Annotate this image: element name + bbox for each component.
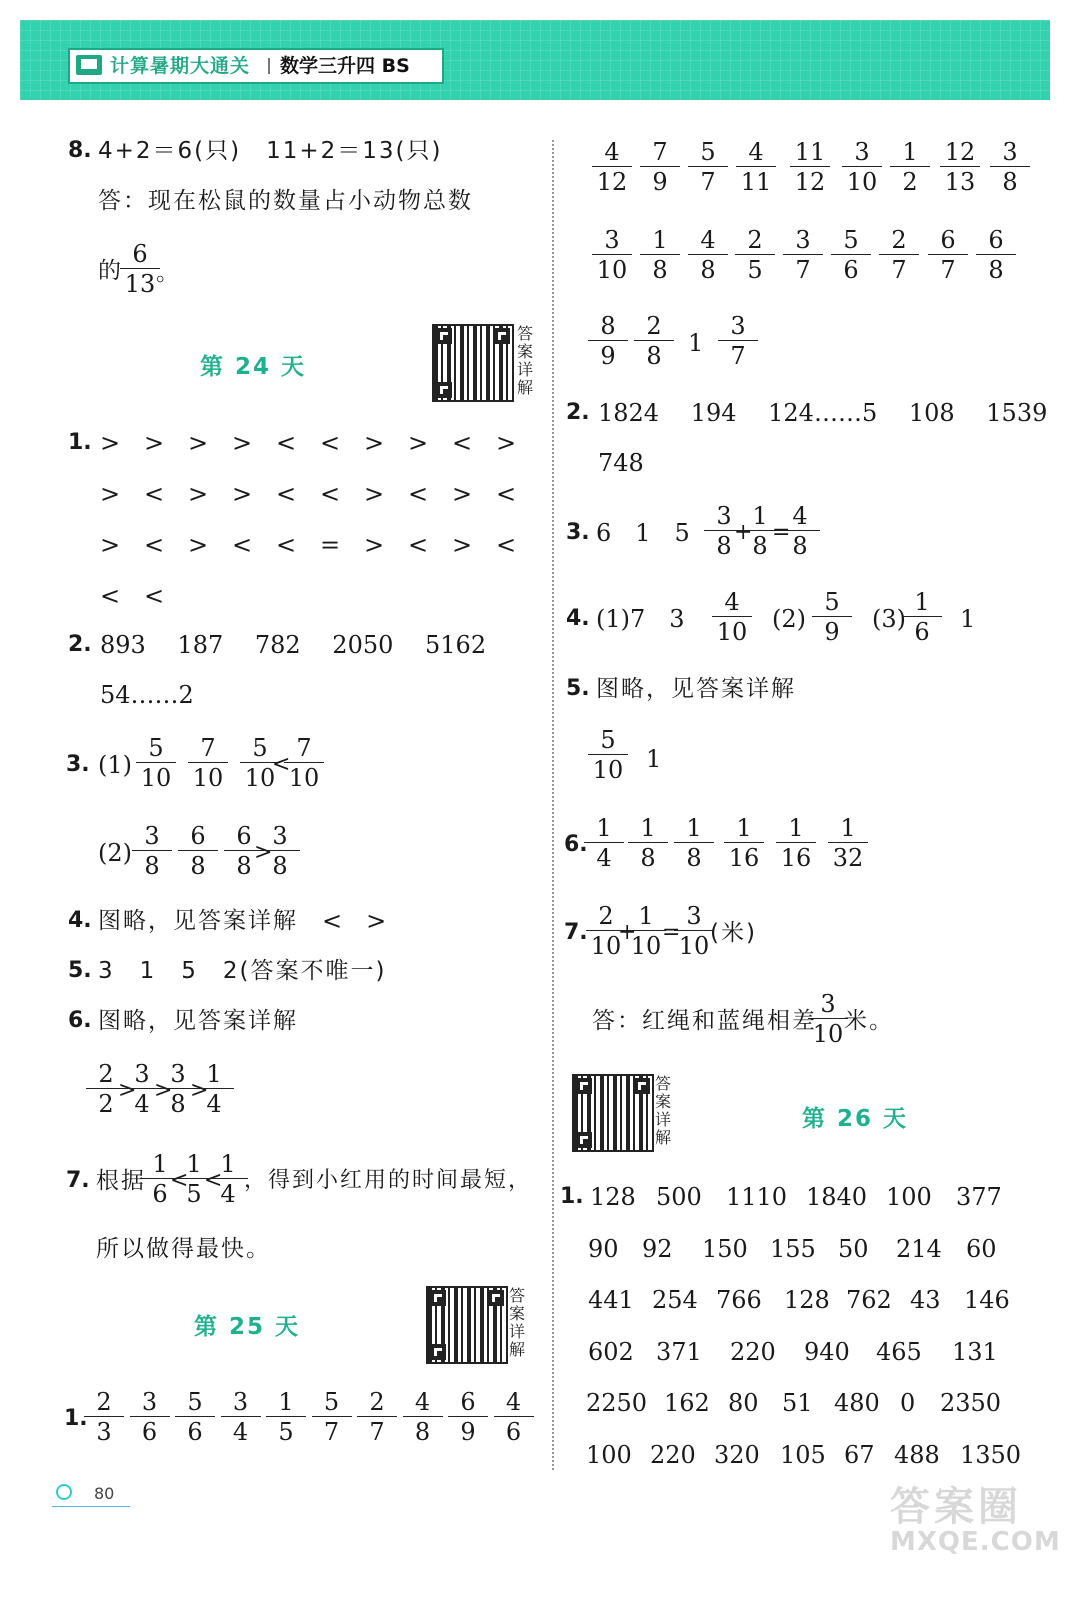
question-number: 3. — [66, 752, 90, 777]
book-icon — [76, 55, 102, 75]
answer-number: 488 — [894, 1440, 940, 1469]
d25-q5-text: 图略，见答案详解 — [596, 676, 796, 702]
fraction: 2 2 — [86, 1060, 126, 1117]
d24-q4-symbols: < > — [322, 907, 387, 935]
answer-number: 2250 — [586, 1389, 648, 1417]
compare-symbol: > — [232, 480, 253, 508]
answer-number: 155 — [770, 1234, 816, 1263]
compare-symbol: > — [452, 531, 473, 559]
fraction: 5 7 — [312, 1388, 352, 1445]
subject-title: 数学三升四 BS — [280, 55, 410, 77]
d25-q4-part3-label: (3) — [872, 605, 906, 633]
plus-sign: + — [734, 520, 753, 545]
question-number: 1. — [64, 1406, 88, 1431]
q8-answer-cont: 的 — [98, 258, 123, 284]
compare-symbol: > — [154, 1078, 173, 1103]
compare-symbol: < — [100, 582, 121, 610]
fraction: 1 5 — [266, 1388, 306, 1445]
answer-number: 1350 — [960, 1440, 1022, 1469]
fraction: 3 8 — [704, 502, 744, 559]
fraction: 5 10 — [136, 734, 176, 791]
compare-symbol: < — [408, 480, 429, 508]
d24-q7-post: ，得到小红用的时间最短， — [244, 1168, 533, 1193]
compare-symbol: > — [496, 429, 517, 457]
fraction: 1 6 — [902, 588, 942, 645]
compare-symbol: < — [276, 480, 297, 508]
d25-q4-part1: (1)7 3 — [596, 605, 685, 633]
answer-number: 146 — [964, 1286, 1010, 1314]
compare-symbol: > — [100, 429, 121, 457]
answer-number: 128 — [590, 1183, 636, 1211]
fraction: 6 7 — [928, 226, 968, 283]
answer-number: 92 — [642, 1234, 673, 1263]
fraction: 4 8 — [780, 502, 820, 559]
column-divider — [552, 140, 554, 1470]
d25-q7-answer-end: 米。 — [844, 1008, 894, 1034]
fraction: 7 10 — [188, 734, 228, 791]
d25-q7-answer: 答：红绳和蓝绳相差 — [592, 1008, 817, 1034]
fraction: 1 10 — [626, 902, 666, 959]
fraction: 5 6 — [175, 1388, 215, 1445]
d25-q7-unit: (米) — [710, 920, 757, 946]
compare-symbol: > — [364, 480, 385, 508]
fraction: 1 4 — [584, 814, 624, 871]
fraction: 2 5 — [735, 226, 775, 283]
fraction: 1 2 — [890, 138, 930, 195]
day-26-title: 第 26 天 — [802, 1106, 909, 1132]
compare-symbol: < — [276, 429, 297, 457]
fraction: 5 10 — [240, 734, 280, 791]
answer-number: 762 — [846, 1286, 892, 1314]
d25-q2-line1: 1824 194 124……5 108 1539 — [598, 399, 1048, 427]
compare-symbol: < — [144, 480, 165, 508]
compare-symbol: > — [118, 1078, 137, 1103]
question-number: 7. — [66, 1168, 90, 1193]
fraction: 1 8 — [674, 814, 714, 871]
answer-number: 2350 — [940, 1389, 1002, 1417]
d25-q2-line2: 748 — [598, 449, 644, 477]
title-separator — [268, 58, 270, 74]
d24-q3-part2-label: (2) — [98, 839, 132, 867]
fraction: 1 16 — [724, 814, 764, 871]
compare-symbol: > — [364, 429, 385, 457]
answer-number: 162 — [664, 1389, 710, 1417]
answer-number: 100 — [886, 1183, 932, 1211]
fraction: 3 6 — [130, 1388, 170, 1445]
compare-symbol: > — [408, 429, 429, 457]
answer-number: 100 — [586, 1440, 632, 1469]
fraction: 3 4 — [221, 1388, 261, 1445]
integer-value: 1 — [646, 745, 662, 773]
compare-symbol: < — [204, 1168, 223, 1193]
answer-number: 131 — [952, 1337, 998, 1366]
fraction: 6 9 — [448, 1388, 488, 1445]
compare-symbol: > — [188, 531, 209, 559]
fraction: 3 8 — [158, 1060, 198, 1117]
fraction: 1 4 — [208, 1150, 248, 1207]
question-number: 8. — [68, 138, 92, 163]
equals-sign: = — [772, 520, 791, 545]
fraction: 11 12 — [790, 138, 830, 195]
answer-number: 377 — [956, 1183, 1002, 1211]
answer-number: 105 — [780, 1440, 826, 1469]
answer-number: 90 — [588, 1234, 619, 1263]
fraction: 6 13 — [120, 240, 160, 297]
answer-number: 214 — [896, 1234, 942, 1263]
d24-q5-text: 3 1 5 2(答案不唯一) — [98, 958, 387, 984]
compare-symbol: > — [100, 531, 121, 559]
compare-symbol: < — [320, 480, 341, 508]
header-title-box — [68, 48, 444, 84]
answer-number: 1840 — [806, 1183, 868, 1211]
fraction: 3 10 — [674, 902, 714, 959]
fraction: 5 7 — [688, 138, 728, 195]
fraction: 3 10 — [808, 990, 848, 1047]
answer-number: 441 — [588, 1286, 634, 1314]
equals-sign: = — [662, 920, 681, 945]
sun-icon — [56, 1484, 72, 1500]
answer-number: 371 — [656, 1337, 702, 1366]
fraction: 6 8 — [976, 226, 1016, 283]
compare-symbol: > — [144, 429, 165, 457]
answer-number: 465 — [876, 1337, 922, 1366]
fraction: 5 6 — [831, 226, 871, 283]
compare-symbol: < — [144, 531, 165, 559]
question-number: 6. — [68, 1008, 92, 1033]
answer-number: 940 — [804, 1337, 850, 1366]
compare-symbol: > — [188, 429, 209, 457]
question-number: 4. — [566, 606, 590, 631]
fraction: 4 10 — [712, 588, 752, 645]
d25-q3-text: 6 1 5 — [596, 519, 690, 547]
fraction: 8 9 — [588, 312, 628, 369]
fraction: 1 32 — [828, 814, 868, 871]
compare-symbol: < — [496, 480, 517, 508]
answer-number: 51 — [782, 1389, 813, 1417]
fraction: 7 10 — [284, 734, 324, 791]
d24-q2-line2: 54……2 — [100, 681, 194, 709]
answer-number: 0 — [900, 1389, 916, 1417]
compare-symbol: > — [100, 480, 121, 508]
question-number: 1. — [560, 1184, 584, 1209]
fraction: 1 8 — [640, 226, 680, 283]
fraction: 1 16 — [776, 814, 816, 871]
question-number: 7. — [564, 920, 588, 945]
fraction: 2 3 — [84, 1388, 124, 1445]
plus-sign: + — [618, 920, 637, 945]
answer-number: 480 — [834, 1389, 880, 1417]
compare-symbol: < — [144, 582, 165, 610]
fraction: 4 11 — [736, 138, 776, 195]
header-banner — [20, 20, 1050, 100]
compare-symbol: > — [190, 1078, 209, 1103]
integer-value: 1 — [960, 605, 976, 633]
d24-q7-line2: 所以做得最快。 — [96, 1236, 271, 1262]
qr-code[interactable] — [426, 1286, 508, 1364]
fraction: 3 4 — [122, 1060, 162, 1117]
day-24-title: 第 24 天 — [200, 354, 307, 380]
fraction: 1 4 — [194, 1060, 234, 1117]
compare-symbol: < — [408, 531, 429, 559]
d24-q4-text: 图略，见答案详解 — [98, 908, 298, 934]
compare-symbol: < — [276, 531, 297, 559]
fraction: 1 8 — [628, 814, 668, 871]
question-number: 5. — [68, 958, 92, 983]
compare-symbol: = — [320, 531, 341, 559]
fraction: 3 10 — [592, 226, 632, 283]
fraction: 1 8 — [740, 502, 780, 559]
answer-number: 67 — [844, 1440, 875, 1469]
answer-number: 50 — [838, 1234, 869, 1263]
compare-symbol: > — [188, 480, 209, 508]
fraction: 6 8 — [178, 822, 218, 879]
day-25-title: 第 25 天 — [194, 1314, 301, 1340]
fraction: 4 8 — [688, 226, 728, 283]
question-number: 2. — [68, 632, 92, 657]
watermark: 答案圈 MXQE.COM — [890, 1484, 1061, 1557]
question-number: 5. — [566, 676, 590, 701]
answer-number: 220 — [650, 1440, 696, 1469]
q8-answer: 答：现在松鼠的数量占小动物总数 — [98, 188, 473, 214]
compare-symbol: < — [170, 1168, 189, 1193]
answer-number: 80 — [728, 1389, 759, 1417]
answer-number: 500 — [656, 1183, 702, 1211]
compare-symbol: < — [272, 752, 291, 777]
page-number: 80 — [94, 1484, 115, 1503]
answer-number: 150 — [702, 1234, 748, 1263]
compare-symbol: > — [452, 480, 473, 508]
fraction: 6 8 — [224, 822, 264, 879]
d24-q6-text: 图略，见答案详解 — [98, 1008, 298, 1034]
fraction: 3 8 — [260, 822, 300, 879]
question-number: 4. — [68, 908, 92, 933]
compare-symbol: < — [452, 429, 473, 457]
fraction: 7 9 — [640, 138, 680, 195]
compare-symbol: > — [364, 531, 385, 559]
compare-symbol: < — [496, 531, 517, 559]
question-number: 2. — [566, 400, 590, 425]
fraction: 4 6 — [494, 1388, 534, 1445]
answer-number: 320 — [714, 1440, 760, 1469]
fraction: 5 10 — [588, 726, 628, 783]
question-number: 1. — [68, 430, 92, 455]
answer-number: 43 — [910, 1286, 941, 1314]
page-number-underline — [52, 1506, 130, 1507]
d24-q3-part1-label: (1) — [98, 751, 132, 779]
answer-number: 766 — [716, 1286, 762, 1314]
q8-answer-end: 。 — [156, 260, 181, 286]
fraction: 2 7 — [879, 226, 919, 283]
qr-code[interactable] — [572, 1074, 654, 1152]
fraction: 1 6 — [140, 1150, 180, 1207]
compare-symbol: < — [232, 531, 253, 559]
answer-number: 128 — [784, 1286, 830, 1314]
fraction: 4 12 — [592, 138, 632, 195]
fraction: 3 8 — [990, 138, 1030, 195]
d24-q7-pre: 根据 — [96, 1168, 146, 1194]
fraction: 3 7 — [783, 226, 823, 283]
q8-calculation: 4+2＝6(只) 11+2＝13(只) — [98, 138, 443, 164]
fraction: 4 8 — [403, 1388, 443, 1445]
series-title: 计算暑期大通关 — [110, 55, 251, 77]
fraction: 3 8 — [132, 822, 172, 879]
fraction: 3 10 — [842, 138, 882, 195]
answer-number: 254 — [652, 1286, 698, 1314]
fraction: 3 7 — [718, 312, 758, 369]
answer-number: 602 — [588, 1337, 634, 1366]
compare-symbol: < — [320, 429, 341, 457]
question-number: 6. — [564, 832, 588, 857]
fraction: 2 10 — [586, 902, 626, 959]
question-number: 3. — [566, 520, 590, 545]
fraction: 1 5 — [174, 1150, 214, 1207]
d24-q2-line1: 893 187 782 2050 5162 — [100, 631, 487, 659]
fraction: 2 8 — [634, 312, 674, 369]
answer-number: 220 — [730, 1337, 776, 1366]
fraction: 2 7 — [357, 1388, 397, 1445]
fraction: 5 9 — [812, 588, 852, 645]
d25-q4-part2-label: (2) — [772, 605, 806, 633]
fraction: 12 13 — [940, 138, 980, 195]
answer-number: 1110 — [726, 1183, 788, 1211]
compare-symbol: > — [232, 429, 253, 457]
qr-code[interactable] — [432, 324, 514, 402]
answer-number: 60 — [966, 1234, 997, 1263]
compare-symbol: > — [254, 840, 273, 865]
integer-value: 1 — [688, 329, 704, 357]
